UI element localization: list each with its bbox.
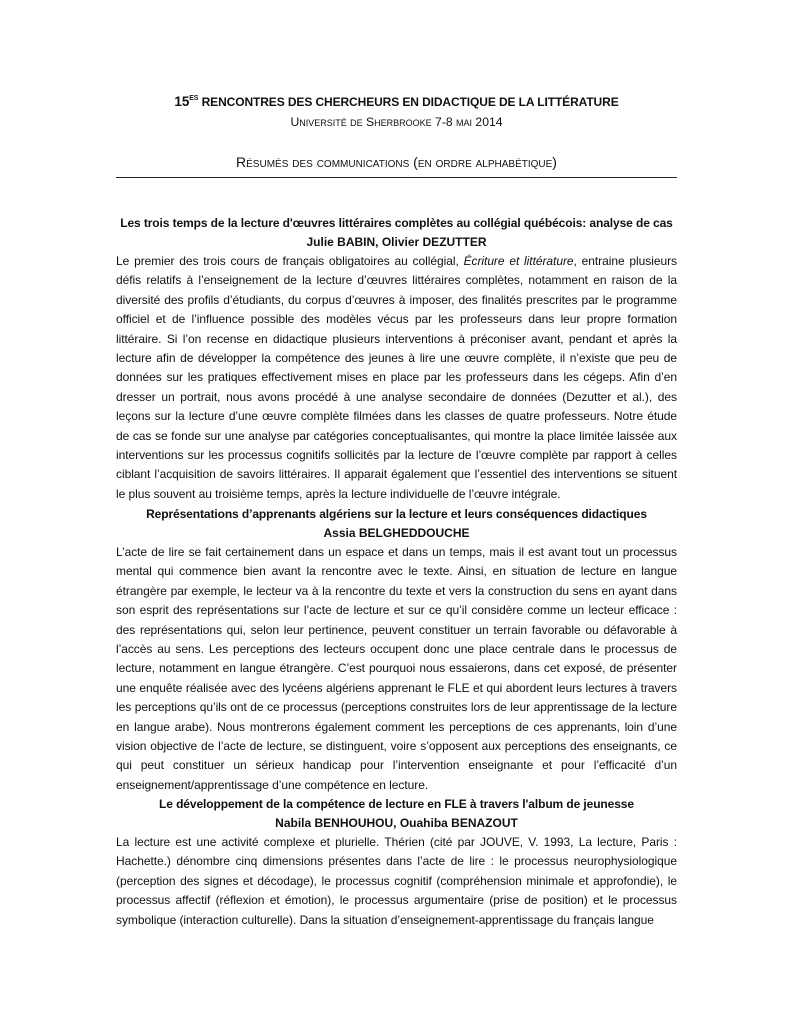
article-title: Le développement de la compétence de lecture en FLE à travers l'album de jeunesse — [159, 797, 634, 811]
title-number: 15 — [174, 94, 190, 109]
abstract-text-end: , entraine plusieurs défis relatifs à l’enseignement de la lecture d’œuvres littéraires complètes, notamment en raison de la diversité des profils d’étudiants, du corpus d’œuvres à imposer, des finalités prescrites par le programme officiel et de l’influence possible des modèles vécus par les professeurs dans leur propre formation littéraire. Si l’on recense en didactique plusieurs interventions à préconiser avant, pendant et après la lecture afin de développer la compétence des jeunes à lire une œuvre complète, il n’existe que peu de données sur les pratiques effectivement mises en place par les professeurs dans les cégeps. Afin d’en dresser un portrait, nous avons procédé à une analyse secondaire de données (Dezutter et al.), des leçons sur la lecture d’une œuvre complète filmées dans les classes de quatre professeurs. Notre étude de cas se fonde sur une analyse par catégories conceptualisantes, qui montre la place limitée laissée aux interventions sur les processus cognitifs sollicités par la lecture de l’œuvre complète par rapport à celles ciblant l’acquisition de savoirs littéraires. Il apparait également que l’essentiel des interventions se situent le plus souvent au troisième temps, après la lecture individuelle de l’œuvre intégrale. — [116, 254, 677, 501]
article-3 — [116, 795, 677, 930]
section-heading: Résumés des communications (en ordre alphabétique) — [236, 154, 557, 170]
abstract-text-start: Le premier des trois cours de français obligatoires au collégial, — [116, 254, 464, 268]
article-authors: Nabila BENHOUHOU, Ouahiba BENAZOUT — [275, 816, 518, 830]
conference-subtitle: Université de Sherbrooke 7-8 mai 2014 — [290, 115, 503, 129]
section-rule — [116, 177, 677, 178]
conference-title — [116, 94, 677, 109]
article-title: Les trois temps de la lecture d'œuvres littéraires complètes au collégial québécois: analyse de cas — [120, 216, 673, 230]
article-abstract — [116, 252, 677, 504]
article-authors: Julie BABIN, Olivier DEZUTTER — [306, 235, 487, 249]
article-title: Représentations d’apprenants algériens sur la lecture et leurs conséquences didactiques — [146, 507, 647, 521]
article-1 — [116, 214, 677, 504]
article-abstract: L’acte de lire se fait certainement dans un espace et dans un temps, mais il est avant tout un processus mental qui commence bien avant la rencontre avec le texte. Ainsi, en situation de lecture en langue étrangère par exemple, le lecteur va à la rencontre du texte et vers la construction du sens en ayant dans son esprit des représentations sur l’acte de lecture et sur ce qu’il considère comme un lecteur efficace : des représentations qui, selon leur pertinence, peuvent constituer un terrain favorable ou défavorable à l’accès au sens. Les perceptions des lecteurs occupent donc une place centrale dans le processus de lecture, notamment en langue étrangère. C’est pourquoi nous essaierons, dans cet exposé, de présenter une enquête réalisée avec des lycéens algériens apprenant le FLE et qui abordent leurs lectures à travers les perceptions qu’ils ont de ce processus (perceptions construites lors de leur apprentissage de la lecture en langue arabe). Nous montrerons également comment les perceptions de ces apprenants, loin d’une vision objective de l’acte de lecture, se distinguent, voire s’opposent aux perceptions des enseignants, ce qui peut constituer un sérieux handicap pour l’intervention enseignante et pour l’efficacité d’un enseignement/apprentissage d’une compétence en lecture. — [116, 545, 677, 792]
abstract-italic-title: Écriture et littérature — [463, 254, 574, 268]
article-2 — [116, 505, 677, 795]
title-text: RENCONTRES DES CHERCHEURS EN DIDACTIQUE DE LA LITTÉRATURE — [198, 95, 619, 109]
title-superscript: ES — [189, 95, 199, 102]
article-abstract: La lecture est une activité complexe et plurielle. Thérien (cité par JOUVE, V. 1993, La lecture, Paris : Hachette.) dénombre cinq dimensions présentes dans l’acte de lire : le processus neurophysiologique (perception des signes et décodage), le processus cognitif (compréhension minimale et approfondie), le processus affectif (réflexion et émotion), le processus argumentaire (prise de position) et le processus symbolique (interaction culturelle). Dans la situation d’enseignement-apprentissage du français langue — [116, 835, 677, 927]
article-authors: Assia BELGHEDDOUCHE — [323, 526, 470, 540]
